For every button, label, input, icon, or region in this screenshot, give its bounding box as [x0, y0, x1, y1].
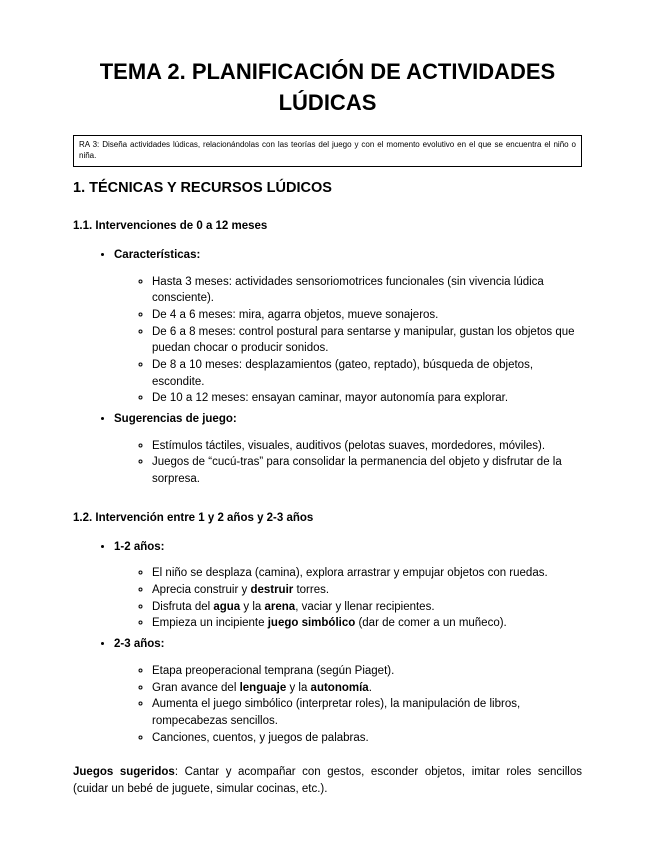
sub-bullet-item	[152, 680, 582, 697]
bold-text-segment: juego simbólico	[267, 617, 356, 630]
sub-bullet-item	[152, 454, 582, 487]
sub-bullet-list	[114, 438, 582, 488]
document-sections	[73, 220, 582, 746]
text-segment: Estímulos táctiles, visuales, auditivos (pelotas suaves, mordedores, móviles).	[152, 439, 546, 452]
text-segment: y la	[286, 681, 311, 694]
text-segment: , vaciar y llenar recipientes.	[295, 600, 435, 613]
sub-bullet-item	[152, 390, 582, 407]
text-segment: Juegos de “cucú-tras” para consolidar la permanencia del objeto y disfrutar de la sorpresa.	[152, 456, 562, 486]
bold-text-segment: arena	[264, 600, 296, 613]
sub-bullet-item	[152, 324, 582, 357]
bullet-group-title: 2-3 años:	[114, 638, 165, 651]
sub-bullet-item	[152, 599, 582, 616]
sub-bullet-item	[152, 615, 582, 632]
bold-text-segment: autonomía	[310, 681, 369, 694]
sub-bullet-item	[152, 274, 582, 307]
sub-bullet-item	[152, 730, 582, 747]
text-segment: Aprecia construir y	[152, 584, 251, 597]
text-segment: (dar de comer a un muñeco).	[355, 617, 507, 630]
text-segment: De 10 a 12 meses: ensayan caminar, mayor autonomía para explorar.	[152, 392, 509, 405]
sub-bullet-item	[152, 582, 582, 599]
text-segment: Etapa preoperacional temprana (según Piaget).	[152, 664, 395, 677]
text-segment: torres.	[293, 584, 330, 597]
ra-box	[73, 135, 582, 167]
section-heading: 1. TÉCNICAS Y RECURSOS LÚDICOS	[73, 180, 332, 197]
bullet-group-title: Sugerencias de juego:	[114, 413, 237, 426]
text-segment: Hasta 3 meses: actividades sensoriomotrices funcionales (sin vivencia lúdica consciente).	[152, 275, 544, 305]
suggested-games-paragraph	[73, 764, 582, 797]
sub-bullet-list	[114, 565, 582, 632]
sub-bullet-item	[152, 307, 582, 324]
bullet-list	[73, 539, 582, 746]
text-segment: Aumenta el juego simbólico (interpretar roles), la manipulación de libros, rompecabezas sencillos.	[152, 698, 521, 727]
subsection-heading: 1.1. Intervenciones de 0 a 12 meses	[73, 220, 268, 233]
sub-bullet-list	[114, 274, 582, 407]
bullet-group	[114, 539, 582, 632]
sub-bullet-item	[152, 565, 582, 582]
text-segment: De 6 a 8 meses: control postural para sentarse y manipular, gustan los objetos que puedan chocar o producir sonidos.	[152, 325, 575, 355]
bullet-list	[73, 247, 582, 488]
subsection-heading: 1.2. Intervención entre 1 y 2 años y 2-3 años	[73, 511, 314, 524]
text-segment: : Cantar y acompañar con gestos, esconder objetos, imitar roles sencillos (cuidar un bebé de juguete, simular cocinas, etc.).	[73, 766, 582, 795]
bold-text-segment: Juegos sugeridos	[73, 766, 175, 779]
sub-bullet-item	[152, 663, 582, 680]
page-title	[73, 56, 582, 118]
text-segment: Gran avance del	[152, 681, 240, 694]
sub-bullet-item	[152, 357, 582, 390]
bold-text-segment: agua	[213, 600, 241, 613]
text-segment: De 8 a 10 meses: desplazamientos (gateo, reptado), búsqueda de objetos, escondite.	[152, 359, 534, 388]
page-title-line-2: LÚDICAS	[278, 90, 377, 116]
text-segment: De 4 a 6 meses: mira, agarra objetos, mueve sonajeros.	[152, 309, 439, 322]
text-segment: .	[368, 681, 372, 694]
text-segment: Empieza un incipiente	[152, 617, 268, 630]
text-segment: Disfruta del	[152, 600, 214, 613]
sub-bullet-item	[152, 696, 582, 729]
text-segment: El niño se desplaza (camina), explora arrastrar y empujar objetos con ruedas.	[152, 567, 548, 580]
sub-bullet-item	[152, 438, 582, 455]
bold-text-segment: destruir	[250, 584, 294, 597]
bullet-group	[114, 636, 582, 746]
text-segment: y la	[240, 600, 265, 613]
bold-text-segment: lenguaje	[239, 681, 287, 694]
text-segment: Canciones, cuentos, y juegos de palabras.	[152, 731, 369, 744]
bullet-group-title: Características:	[114, 249, 201, 262]
bullet-group-title: 1-2 años:	[114, 540, 165, 553]
sub-bullet-list	[114, 663, 582, 746]
bullet-group	[114, 247, 582, 407]
page-title-line-1: TEMA 2. PLANIFICACIÓN DE ACTIVIDADES	[99, 59, 556, 84]
ra-box-text: RA 3: Diseña actividades lúdicas, relacionándolas con las teorías del juego y con el momento evolutivo en el que se encuentra el niño o niña.	[79, 140, 576, 161]
bullet-group	[114, 411, 582, 488]
